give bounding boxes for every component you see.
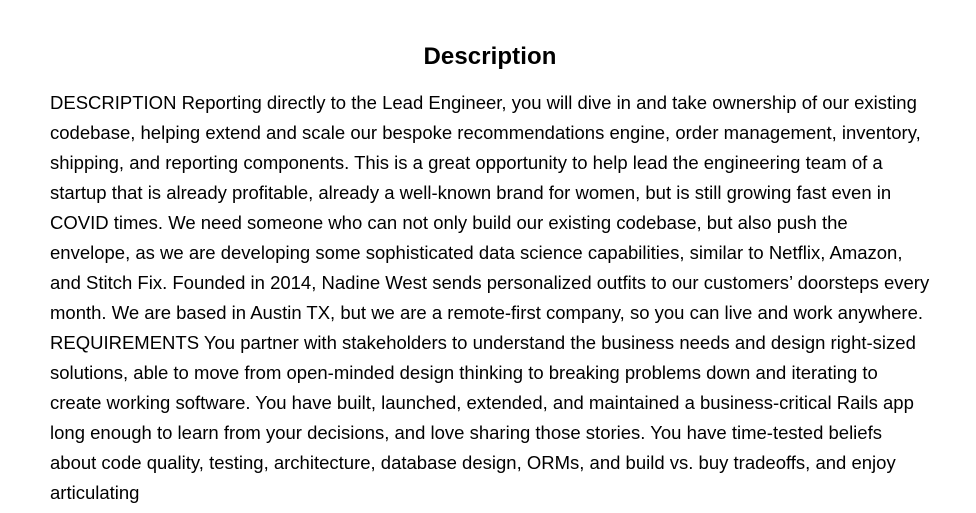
description-text: DESCRIPTION Reporting directly to the Lead Engineer, you will dive in and take ownership of our existing codebase, helping extend and scale our bespoke recommendations engine, order management, inventory, shipping, and reporting components. This is a great opportunity to help lead the engineering team of a startup that is already profitable, already a well-known brand for women, but is still growing fast even in COVID times. We need someone who can not only build our existing codebase, but also push the envelope, as we are developing some sophisticated data science capabilities, similar to Netflix, Amazon, and Stitch Fix. Founded in 2014, Nadine West sends personalized outfits to our customers’ doorsteps every month. We are based in Austin TX, but we are a remote-first company, so you can live and work anywhere. REQUIREMENTS You partner with stakeholders to understand the business needs and design right-sized solutions, able to move from open-minded design thinking to breaking problems down and iterating to create working software. You have built, launched, extended, and maintained a business-critical Rails app long enough to learn from your decisions, and love sharing those stories. You have time-tested beliefs about code quality, testing, architecture, database design, ORMs, and build vs. buy tradeoffs, and enjoy articulating [50,92,930,503]
section-title: Description [423,43,557,71]
